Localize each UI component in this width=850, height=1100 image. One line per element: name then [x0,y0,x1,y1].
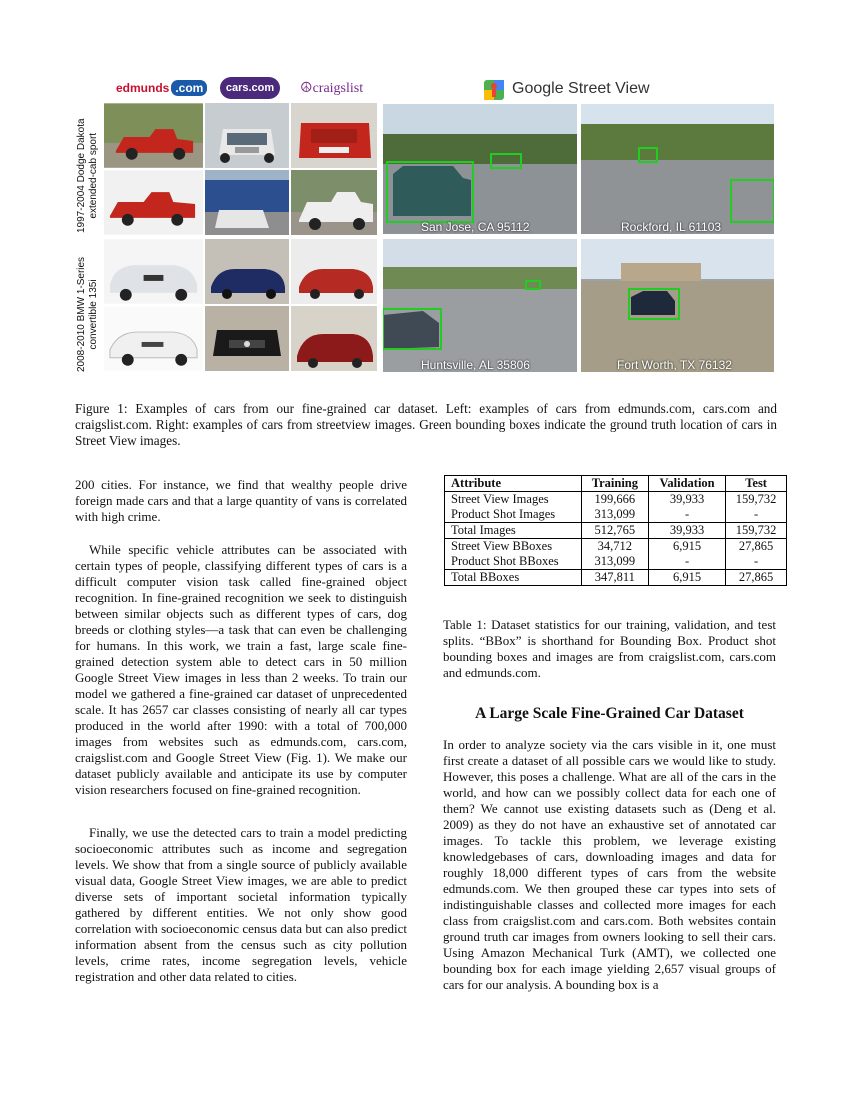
street-view-pegman-icon [484,80,504,100]
table-cell: 313,099 [581,507,648,523]
table-header: Validation [648,476,725,492]
street-view-location-label: San Jose, CA 95112 [421,220,530,234]
product-photo-dodge-1 [104,103,203,168]
left-paragraph-3: Finally, we use the detected cars to train a model predicting socioeconomic attributes such as income and segregation levels. We show that from a single source of publicly available visual data, Google Street View images, we are able to predict diverse sets of important societal information typically gathered by different entities. We not only show good correlation with socioeconomic census data but can also predict information absent from the census such as city pollution levels, crime rates, income segregation levels, vehicle registration and other data related to cities. [75,825,407,984]
left-paragraph-2: While specific vehicle attributes can be associated with certain types of people, classifying different types of cars is a difficult computer vision task called fine-grained object recognition. In fine-grained recognition we seek to distinguish between similar objects such as different types of cars, dog breeds or clothing styles—a task that can even be challenging for humans. In this work, we train a fast, large scale fine-grained detection system able to detect cars in 50 million Google Street View images in less than 2 weeks. To train our model we gathered a fine-grained car dataset of unprecedented scale. It has 2657 car classes consisting of nearly all car types produced in the world after 1990: with a total of 700,000 images from websites such as edmunds.com, cars.com, craigslist.com and Google Street View (Fig. 1). We make our dataset publicly available and anticipate its use by computer vision researchers focused on fine-grained recognition. [75,542,407,797]
table-cell: Street View Images [445,492,582,508]
table-cell: Product Shot Images [445,507,582,523]
product-photo-bmw-3 [291,239,377,304]
table-cell: - [726,554,787,570]
table-row [445,539,787,555]
table-header: Training [581,476,648,492]
table-row [445,492,787,508]
product-photo-dodge-6 [291,170,377,235]
table-cell: Street View BBoxes [445,539,582,555]
product-photo-dodge-2 [205,103,289,168]
table-row-total-bboxes [445,570,787,586]
cars-com-logo: cars.com [220,77,280,99]
product-photo-dodge-3 [291,103,377,168]
street-view-image-rockford [581,104,774,234]
product-photo-bmw-6 [291,306,377,371]
table-cell: 39,933 [648,523,725,539]
table-cell: Product Shot BBoxes [445,554,582,570]
table-cell: 512,765 [581,523,648,539]
row-label-bmw: 2008-2010 BMW 1-Series convertible 135i [76,256,99,372]
table-cell: 199,666 [581,492,648,508]
table-header: Test [726,476,787,492]
table-cell: - [726,507,787,523]
table-cell: 34,712 [581,539,648,555]
dataset-statistics-table [444,475,787,586]
street-view-location-label: Huntsville, AL 35806 [421,358,530,372]
table-cell: 27,865 [726,539,787,555]
left-paragraph-1: 200 cities. For instance, we find that wealthy people drive foreign made cars and that a large quantity of vans is correlated with high crime. [75,477,407,524]
section-title: A Large Scale Fine-Grained Car Dataset [475,705,744,722]
table-cell: 313,099 [581,554,648,570]
table-caption: Table 1: Dataset statistics for our training, validation, and test splits. “BBox” is shorthand for Bounding Box. Product shot bounding boxes and images are from craigslist.com, cars.com and edmunds.com. [443,617,776,680]
table-row [445,554,787,570]
table-header: Attribute [445,476,582,492]
edmunds-logo: edmunds .com [116,80,207,96]
street-view-location-label: Rockford, IL 61103 [621,220,722,234]
table-cell: 159,732 [726,492,787,508]
figure-caption: Figure 1: Examples of cars from our fine-grained car dataset. Left: examples of cars from edmunds.com, cars.com and craigslist.com. Right: examples of cars from streetview images. Green bounding boxes indicate the ground truth location of cars in Street View images. [75,401,777,448]
table-cell: 347,811 [581,570,648,586]
street-view-logo-text: Google Street View [512,80,650,97]
row-label-dodge: 1997-2004 Dodge Dakota extended-cab sport [76,118,99,233]
product-photo-dodge-4 [104,170,203,235]
product-photo-bmw-1 [104,239,203,304]
street-view-image-huntsville [383,239,577,372]
product-photo-bmw-4 [104,306,203,371]
table-row [445,507,787,523]
table-cell: Total Images [445,523,582,539]
table-cell: Total BBoxes [445,570,582,586]
table-header-row [445,476,787,492]
craigslist-logo: ☮craigslist [300,81,364,96]
table-cell: 159,732 [726,523,787,539]
table-cell: 39,933 [648,492,725,508]
product-photo-bmw-2 [205,239,289,304]
table-cell: - [648,554,725,570]
right-paragraph-1: In order to analyze society via the cars visible in it, one must first create a dataset of all possible cars we would like to study. However, this poses a challenge. What are all of the cars in the world, and how can we possibly collect data for each one of them? We cannot use existing datasets such as (Deng et al. 2009) as they do not have an exhaustive set of annotated car images. To tackle this problem, we leverage existing knowledgebases of cars, downloading images and data for roughly 18,000 different types of cars from the website edmunds.com. We then grouped these car types into sets of indistinguishable classes and collected more images for each class from craigslist.com and cars.com. Both websites contain ground truth car images from owners looking to sell their cars. Using Amazon Mechanical Turk (AMT), we collected one bounding box for each image yielding 2,657 visual groups of cars for our analysis. A bounding box is a [443,737,776,992]
product-photo-dodge-5 [205,170,289,235]
table-row-total-images [445,523,787,539]
street-view-location-label: Fort Worth, TX 76132 [617,358,732,372]
table-cell: 6,915 [648,570,725,586]
table-cell: 6,915 [648,539,725,555]
product-photo-bmw-5 [205,306,289,371]
table-cell: - [648,507,725,523]
table-cell: 27,865 [726,570,787,586]
street-view-image-fort-worth [581,239,774,372]
street-view-image-san-jose [383,104,577,234]
